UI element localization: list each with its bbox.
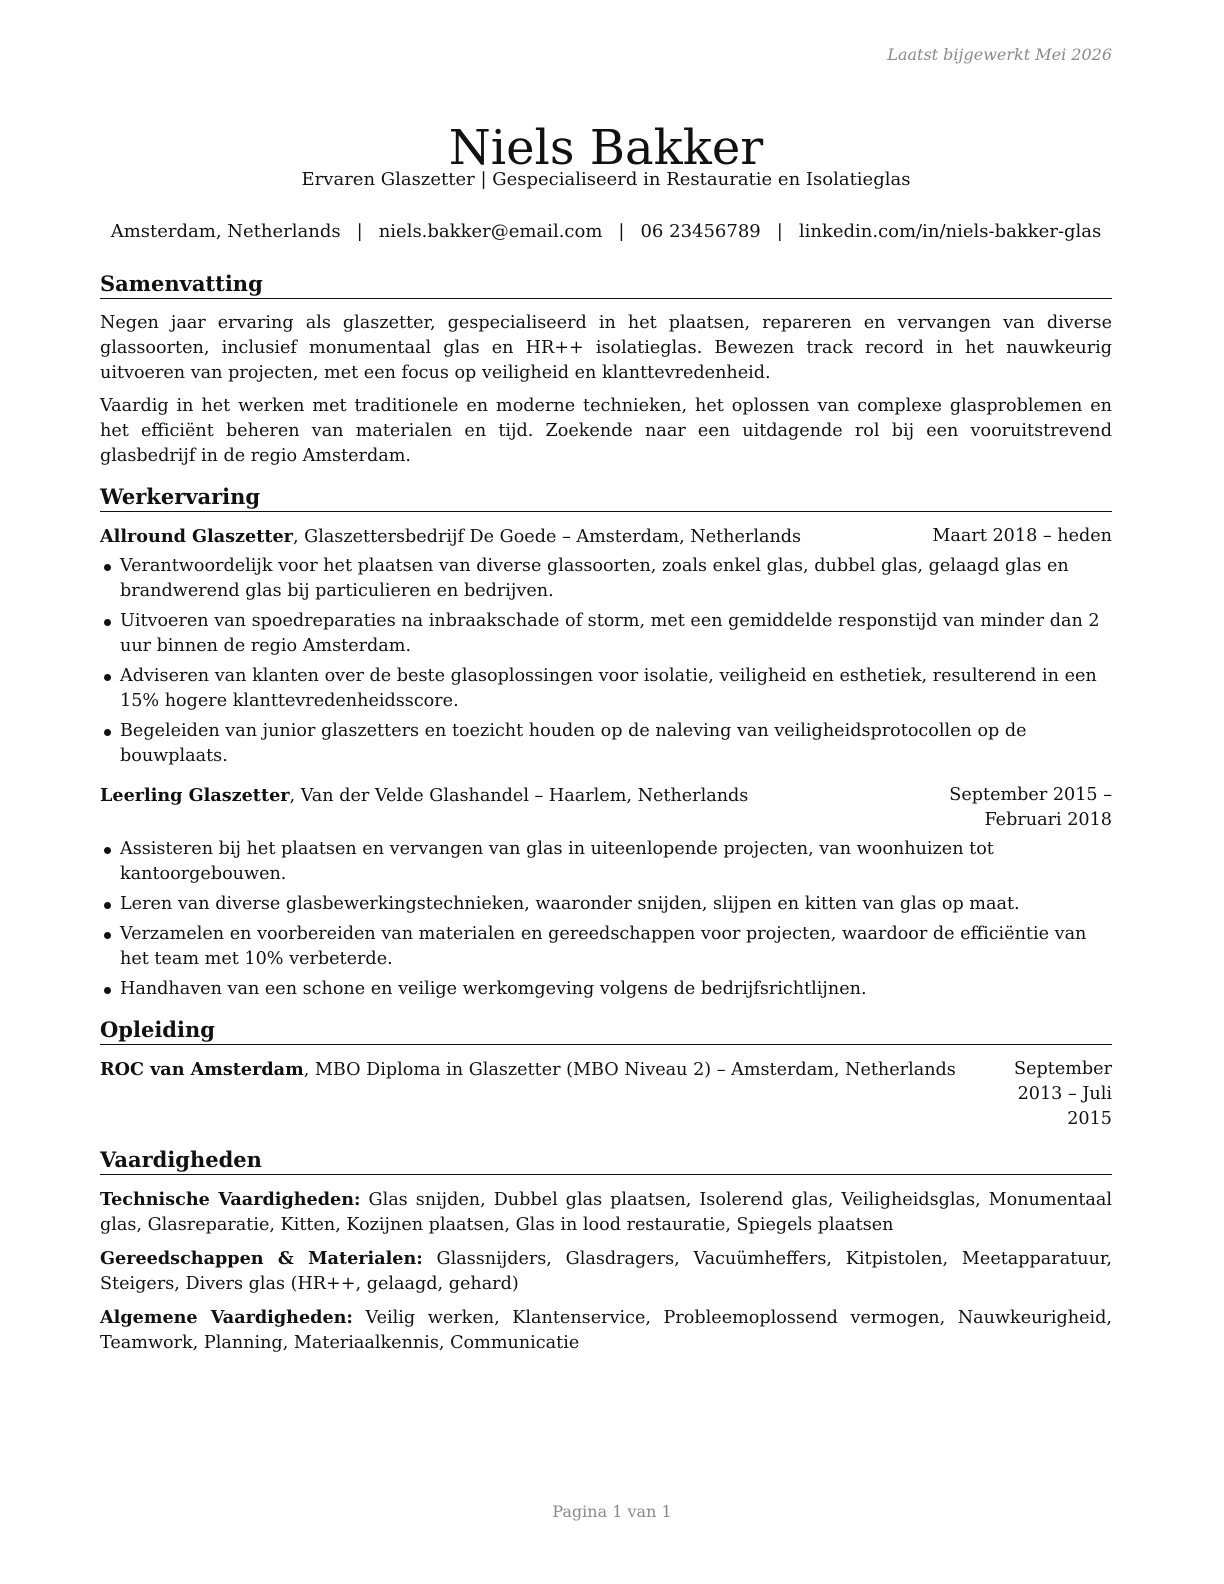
skill-group-text: Glas snijden, Dubbel glas plaatsen, Isolerend glas, Veiligheidsglas, Monumentaal glas, Glasreparatie, Kitten, Kozijnen plaatsen, Glas in lood restauratie, Spiegels plaatsen [100,1190,1112,1235]
contact-phone: 06 23456789 [640,221,761,242]
education-dates: September 2013 – Juli 2015 [1014,1059,1112,1129]
contact-email[interactable]: niels.bakker@email.com [378,221,603,242]
job-company: , Glaszettersbedrijf De Goede – Amsterdam, Netherlands [292,527,802,547]
experience-section [100,483,1112,1002]
contact-separator: | [618,221,625,242]
job-role: Leerling Glaszetter [100,785,290,806]
job-header [100,783,1112,833]
skill-group [100,1246,1112,1297]
contact-location: Amsterdam, Netherlands [110,221,341,242]
job-dates: September 2015 – Februari 2018 [949,785,1112,830]
bullet-item: Begeleiden van junior glaszetters en toezicht houden op de naleving van veiligheidsprotocollen op de bouwplaats. [100,719,1112,769]
skill-group [100,1305,1112,1356]
skill-group-label: Technische Vaardigheden: [100,1189,361,1210]
job-bullets [100,554,1112,769]
education-details: , MBO Diploma in Glaszetter (MBO Niveau 2) – Amsterdam, Netherlands [303,1060,956,1080]
skills-section [100,1146,1112,1356]
contact-separator: | [776,221,783,242]
candidate-name: Niels Bakker [448,120,764,177]
bullet-item: Verantwoordelijk voor het plaatsen van diverse glassoorten, zoals enkel glas, dubbel glas, gelaagd glas en brandwerend glas bij particulieren en bedrijven. [100,554,1112,604]
skill-group-label: Algemene Vaardigheden: [100,1307,353,1328]
skill-group [100,1187,1112,1238]
job-dates: Maart 2018 – heden [932,526,1112,546]
job-company: , Van der Velde Glashandel – Haarlem, Netherlands [289,786,749,806]
job-role: Allround Glaszetter [100,526,293,547]
job-header [100,524,1112,550]
bullet-item: Handhaven van een schone en veilige werkomgeving volgens de bedrijfsrichtlijnen. [100,977,1112,1002]
page-number: Pagina 1 van 1 [552,1502,672,1521]
tagline: Ervaren Glaszetter | Gespecialiseerd in Restauratie en Isolatieglas [301,169,911,190]
section-title-education: Opleiding [100,1016,1112,1045]
last-updated-note: Laatst bijgewerkt Mei 2026 [887,45,1112,64]
summary-paragraph: Negen jaar ervaring als glaszetter, gespecialiseerd in het plaatsen, repareren en vervangen van diverse glassoorten, inclusief monumentaal glas en HR++ isolatieglas. Bewezen track record in het nauwkeurig uitvoeren van projecten, met een focus op veiligheid en klanttevredenheid. [100,313,1112,383]
section-title-summary: Samenvatting [100,270,1112,299]
bullet-item: Adviseren van klanten over de beste glasoplossingen voor isolatie, veiligheid en esthetiek, resulterend in een 15% hogere klanttevredenheidsscore. [100,664,1112,714]
bullet-item: Assisteren bij het plaatsen en vervangen van glas in uiteenlopende projecten, van woonhuizen tot kantoorgebouwen. [100,837,1112,887]
contact-line [100,220,1112,244]
education-school: ROC van Amsterdam [100,1059,304,1080]
summary-section [100,270,1112,469]
job-bullets [100,837,1112,1002]
job-entry [100,524,1112,769]
contact-linkedin[interactable]: linkedin.com/in/niels-bakker-glas [798,221,1102,242]
skill-group-label: Gereedschappen & Materialen: [100,1248,423,1269]
bullet-item: Verzamelen en voorbereiden van materialen en gereedschappen voor projecten, waardoor de efficiëntie van het team met 10% verbeterde. [100,922,1112,972]
resume-content [100,270,1112,1364]
education-entry [100,1057,1112,1132]
bullet-item: Leren van diverse glasbewerkingstechnieken, waaronder snijden, slijpen en kitten van glas op maat. [100,892,1112,917]
skill-group-text: Glassnijders, Glasdragers, Vacuümheffers, Kitpistolen, Meetapparatuur, Steigers, Divers glas (HR++, gelaagd, gehard) [100,1249,1113,1294]
bullet-item: Uitvoeren van spoedreparaties na inbraakschade of storm, met een gemiddelde responstijd van minder dan 2 uur binnen de regio Amsterdam. [100,609,1112,659]
education-section [100,1016,1112,1132]
section-title-experience: Werkervaring [100,483,1112,512]
contact-separator: | [356,221,363,242]
summary-paragraph: Vaardig in het werken met traditionele en moderne technieken, het oplossen van complexe glasproblemen en het efficiënt beheren van materialen en tijd. Zoekende naar een uitdagende rol bij een vooruitstrevend glasbedrijf in de regio Amsterdam. [100,396,1112,466]
skill-group-text: Veilig werken, Klantenservice, Probleemoplossend vermogen, Nauwkeurigheid, Teamwork, Planning, Materiaalkennis, Communicatie [100,1308,1112,1353]
section-title-skills: Vaardigheden [100,1146,1112,1175]
job-entry [100,783,1112,1002]
